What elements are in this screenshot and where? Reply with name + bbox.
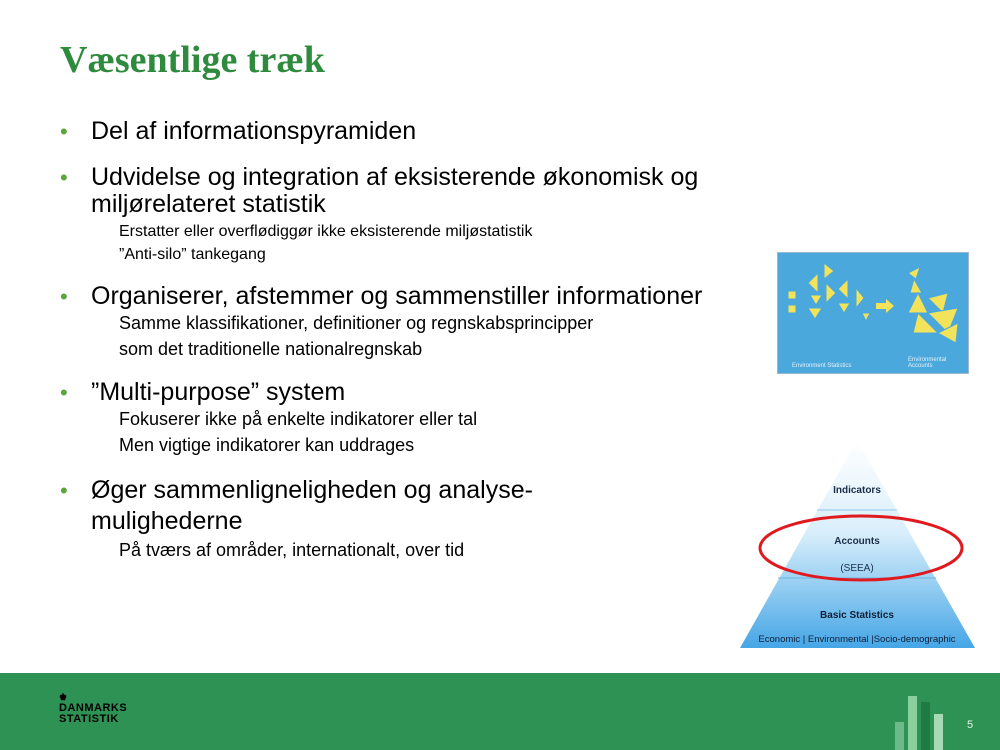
bullet-group — [60, 475, 620, 563]
sub-bullet-text: På tværs af områder, internationalt, over tid — [119, 540, 465, 560]
sub-bullet-text: Erstatter eller overflødiggør ikke eksisterende miljøstatistik — [119, 223, 533, 240]
bullet-icon: • — [60, 119, 68, 144]
sub-bullet-text: Men vigtige indikatorer kan uddrages — [119, 435, 415, 455]
bullet-text: Del af informationspyramiden — [91, 117, 417, 145]
bullet-group — [60, 283, 780, 362]
dst-logo — [59, 692, 127, 725]
sub-bullet-text: Samme klassifikationer, definitioner og regnskabsprincipper — [119, 313, 594, 333]
bullet-item — [60, 475, 620, 537]
pyramid-middle-label: Accounts — [834, 536, 880, 547]
pyramid-bottom-sublabel: Economic | Environmental |Socio-demographic — [758, 634, 956, 645]
tangram-right-caption: Environmental Accounts — [908, 357, 947, 369]
pyramid-graphic — [740, 440, 975, 650]
bullet-icon: • — [60, 165, 68, 190]
bullet-item — [60, 118, 780, 145]
footer-bar — [0, 673, 1000, 750]
slide-title: Væsentlige træk — [60, 39, 325, 81]
tangram-figure — [777, 252, 969, 374]
bullet-list — [60, 118, 780, 563]
tangram-left-caption: Environment Statistics — [792, 363, 852, 369]
bullet-item — [60, 283, 780, 310]
bullet-item — [60, 164, 780, 218]
page-number: 5 — [967, 719, 974, 731]
crown-icon: ♚ — [59, 692, 68, 702]
bullet-text: ”Multi-purpose” system — [91, 378, 346, 406]
bullet-icon: • — [60, 380, 68, 405]
bar-graphic-icon — [895, 692, 955, 750]
bullet-icon: • — [60, 284, 68, 309]
pyramid-middle-sublabel: (SEEA) — [840, 563, 874, 574]
bullet-icon: • — [60, 478, 68, 503]
bullet-group — [60, 164, 780, 266]
bullet-text: Øger sammenligneligheden og analyse-mulighederne — [91, 476, 533, 535]
bullet-group — [60, 379, 780, 458]
bullet-text: Udvidelse og integration af eksisterende økonomisk og miljørelateret statistik — [91, 163, 699, 218]
bullet-text: Organiserer, afstemmer og sammenstiller informationer — [91, 282, 703, 310]
sub-bullet-text: Fokuserer ikke på enkelte indikatorer eller tal — [119, 409, 478, 429]
bullet-item — [60, 379, 780, 406]
sub-bullet-text: ”Anti-silo” tankegang — [119, 246, 266, 263]
information-pyramid — [740, 440, 975, 650]
tangram-shapes — [778, 253, 968, 373]
pyramid-top-label: Indicators — [833, 485, 881, 496]
logo-line1: DANMARKS — [59, 702, 128, 714]
logo-line2: STATISTIK — [59, 713, 119, 725]
sub-bullet-text: som det traditionelle nationalregnskab — [119, 339, 423, 359]
pyramid-bottom-label: Basic Statistics — [820, 610, 894, 621]
